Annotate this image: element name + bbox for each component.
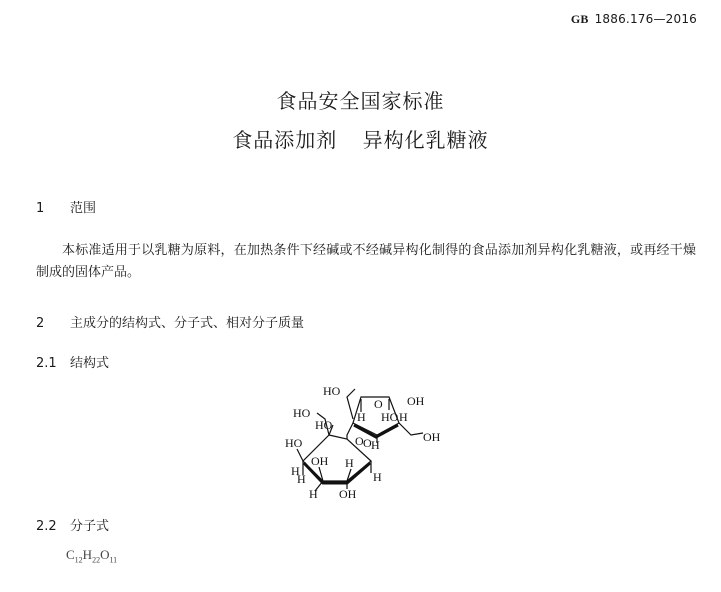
label-oh-bottom: OH xyxy=(339,487,357,501)
ch2oh-top-bond xyxy=(347,389,355,419)
section-2-heading xyxy=(36,312,304,331)
standard-code xyxy=(571,12,697,27)
label-ring-o-furanose: O xyxy=(374,397,383,411)
document-subtitle: 食品添加剂 异构化乳糖液 xyxy=(232,128,489,152)
scope-paragraph: 本标准适用于以乳糖为原料，在加热条件下经碱或不经碱异构化制得的食品添加剂异构化乳糖液，或再经干燥制成的固体产品。 xyxy=(36,243,696,280)
document-title: 食品安全国家标准 xyxy=(276,89,445,113)
section-2-2-heading xyxy=(36,515,109,534)
section-2-2-number: 2.2 xyxy=(36,519,57,534)
label-h-c3b: H xyxy=(309,487,318,501)
glycosidic-bond xyxy=(347,423,353,439)
section-2-title: 主成分的结构式、分子式、相对分子质量 xyxy=(70,316,305,331)
formula-c-count: 12 xyxy=(74,555,83,565)
label-ring-o-pyranose: O xyxy=(355,434,364,448)
label-oh-right: OH xyxy=(423,430,441,444)
label-ho-top: HO xyxy=(323,384,341,398)
formula-o: O xyxy=(100,547,110,562)
label-h-c3: H xyxy=(371,438,380,452)
label-ho-pyr: HO xyxy=(315,418,333,432)
label-link-o: O xyxy=(363,436,372,450)
label-oh-c3: OH xyxy=(311,454,329,468)
label-h-c1: H xyxy=(373,470,382,484)
label-h-c2: H xyxy=(345,456,354,470)
section-2-2-title: 分子式 xyxy=(70,519,110,534)
label-ho-left: HO xyxy=(293,406,311,420)
section-2-1-heading xyxy=(36,352,109,371)
formula-o-count: 11 xyxy=(109,555,118,565)
formula-h: H xyxy=(82,547,93,562)
label-h-c5: H xyxy=(357,410,366,424)
label-ho-ring: HO xyxy=(381,410,399,424)
standard-prefix: GB xyxy=(570,12,589,26)
standard-number: 1886.176—2016 xyxy=(594,12,697,26)
ch2oh-right-bond xyxy=(399,423,423,435)
label-ho-c4: HO xyxy=(285,436,303,450)
molecular-formula xyxy=(66,547,117,565)
section-2-1-title: 结构式 xyxy=(70,356,110,371)
section-1-title: 范围 xyxy=(70,201,97,216)
section-1-heading xyxy=(36,197,96,216)
ho-bond-c4 xyxy=(297,449,303,461)
section-2-1-number: 2.1 xyxy=(36,356,57,371)
formula-c: C xyxy=(66,547,75,562)
label-h-c4b: H xyxy=(297,472,306,486)
label-oh-top: OH xyxy=(407,394,425,408)
section-2-number: 2 xyxy=(36,316,45,331)
label-h-c4: H xyxy=(399,410,408,424)
section-1-number: 1 xyxy=(36,201,45,216)
label-h-c4a: H xyxy=(291,464,300,478)
formula-h-count: 22 xyxy=(92,555,101,565)
structural-formula xyxy=(275,377,475,502)
